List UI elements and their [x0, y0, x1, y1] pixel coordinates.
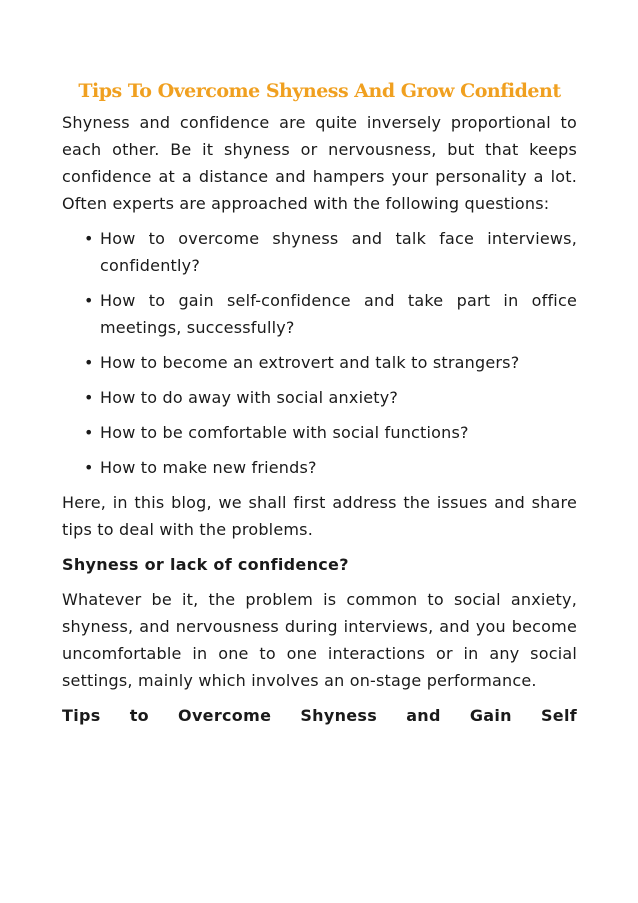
intro-paragraph: Shyness and confidence are quite inversely proportional to each other. Be it shyness or nervousness, but that keeps confidence at a distance and hampers your personality a lot. Often experts are approached with the following questions:	[62, 113, 577, 213]
list-item-text: How to become an extrovert and talk to strangers?	[100, 353, 520, 372]
list-item	[62, 419, 577, 446]
bullet-icon: •	[84, 291, 94, 310]
bullet-icon: •	[84, 458, 94, 477]
bullet-icon: •	[84, 423, 94, 442]
section-heading-tips: Tips to Overcome Shyness and Gain Self	[62, 706, 577, 725]
section-body-shyness: Whatever be it, the problem is common to social anxiety, shyness, and nervousness during interviews, and you become uncomfortable in one to one interactions or in any social settings, mainly which involves an on-stage performance.	[62, 590, 577, 690]
list-item	[62, 454, 577, 481]
bullet-icon: •	[84, 353, 94, 372]
list-item-text: How to overcome shyness and talk face interviews, confidently?	[100, 229, 577, 275]
document-page	[62, 78, 577, 737]
bullet-icon: •	[84, 388, 94, 407]
list-item	[62, 349, 577, 376]
document-title: Tips To Overcome Shyness And Grow Confident	[78, 80, 561, 102]
list-item-text: How to do away with social anxiety?	[100, 388, 399, 407]
section-heading-shyness: Shyness or lack of confidence?	[62, 555, 349, 574]
list-item-text: How to make new friends?	[100, 458, 317, 477]
list-item-text: How to be comfortable with social functions?	[100, 423, 469, 442]
blog-note-paragraph: Here, in this blog, we shall first address the issues and share tips to deal with the problems.	[62, 493, 577, 539]
question-list	[62, 225, 577, 481]
bullet-icon: •	[84, 229, 94, 248]
list-item-text: How to gain self-confidence and take part in office meetings, successfully?	[100, 291, 577, 337]
list-item	[62, 287, 577, 341]
list-item	[62, 225, 577, 279]
list-item	[62, 384, 577, 411]
